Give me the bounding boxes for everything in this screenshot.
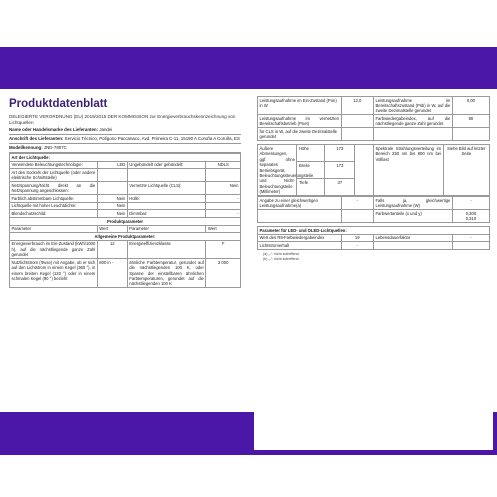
power-table xyxy=(257,96,490,141)
dimensions-table xyxy=(257,144,490,196)
table-row: Lichtstromerhalt - xyxy=(258,242,490,250)
section-heading: Allgemeine Produktparameter: xyxy=(10,233,241,241)
table-row: Art des Sockels der Lichtquelle (oder andere elektrische Schnittstelle) xyxy=(10,169,241,182)
table-row: Farbwertanteile (x und y) 0,300 0,310 xyxy=(258,210,490,223)
table-row: Breite 173 xyxy=(258,162,490,179)
supplier-value: Jandei xyxy=(99,127,113,132)
model-label: Modellkennung: xyxy=(9,145,43,150)
section-heading: Parameter für LED- und OLED-Lichtquellen: xyxy=(258,227,490,235)
table-row: Lichtquelle mit hoher Leuchtdichte: Nein xyxy=(10,202,241,210)
footnote: (b) „-“: nicht zutreffend. xyxy=(263,256,300,261)
led-params-table xyxy=(257,226,490,250)
address-line xyxy=(9,135,241,144)
table-row: Verwendete Beleuchtungstechnologie: LED Ungebündelt oder gebündelt: NDLS xyxy=(10,161,241,169)
address-label: Anschrift des Lieferanten: xyxy=(9,136,64,141)
table-row: Tiefe 37 xyxy=(258,179,490,196)
table-row: Nutzlichtstrom (Φuse) mit Angabe, ob er sich auf den Lichtstrom in einem Kegel (360 °), in einem breiten Kegel (120 °) oder in einem schmalen Kegel (90 °) bezieht 800 in - ähnliche Farbtemperatur, gerundet auf die nächstliegenden 100 K, oder Spanne der einstellbaren ähnlichen Farbtemperaturen, gerundet auf die nächstliegenden 100 K 3 000 xyxy=(10,259,241,288)
supplier-line xyxy=(9,126,241,135)
table-row: Angabe zu einer gleichwertigen Leistungsaufnahme(a) - Falls ja, gleichwertige Leistungsaufnahme (W) - xyxy=(258,197,490,210)
regulation-intro: DELEGIERTE VERORDNUNG (EU) 2019/2015 DER KOMMISSION zur Energieverbrauchskennzeichnung von Lichtquellen xyxy=(9,114,236,125)
equivalent-power-table xyxy=(257,196,490,223)
model-value: JND-7807C xyxy=(43,145,67,150)
table-row: Energieverbrauch im Ein-Zustand (kWh/1000 h), auf die nächstliegende ganze Zahl gerundet 12 Energieeffizienzklasse F xyxy=(10,240,241,258)
section-heading: Art der Lichtquelle: xyxy=(10,154,241,162)
light-source-table xyxy=(9,153,241,288)
supplier-label: Name oder Handelsmarke des Lieferanten: xyxy=(9,127,99,132)
spectral-label: Spektrale Strahlungsverteilung im Bereich 250 nm bis 800 nm bei Volllast xyxy=(373,145,443,196)
section-heading: Produktparameter xyxy=(10,217,241,225)
table-row: Wert des R9-Farbwiedergabeindex 19 Lebensdauerfaktor - xyxy=(258,234,490,242)
left-datasheet-page xyxy=(6,92,244,408)
footnote: (a) „-“: nicht zutreffend; xyxy=(263,252,300,257)
table-row: Blendschutzschild: Nein Dimmbar: - xyxy=(11,210,239,216)
table-row: Netzspannung/Nicht direkt an die Netzspannung angeschlossen: Vernetzte Lichtquelle (CLS): Nein xyxy=(11,182,239,194)
model-line xyxy=(9,144,241,153)
table-row: für CLS in W, auf die zweite Dezimalstelle gerundet xyxy=(258,128,490,141)
table-row: Farblich abstimmbare Lichtquelle: Nein Hülle: - xyxy=(11,195,239,201)
top-purple-band xyxy=(0,47,497,89)
address-value: Servicio Técnico, Polígono Paccanaco, Avd. Primeira C-11, 15190 A Coruña A Coruña, ES xyxy=(64,136,240,141)
page-title: Produktdatenblatt xyxy=(9,98,108,110)
table-row: Leistungsaufnahme im Ein-Zustand (Pon) in W 12,0 Leistungsaufnahme im Bereitschaftszustand (Psb) in W, auf die zweite Dezimalstelle gerundet 0,00 xyxy=(258,97,490,115)
dimensions-label: Äußere Abmessungen, ggf. ohne separates Betriebsgerät, Beleuchtungssteuerungsteile und Nicht-Beleuchtungsteile (Millimeter) xyxy=(259,146,314,195)
table-row: Äußere Abmessungen, ggf. ohne separates Betriebsgerät, Beleuchtungssteuerungsteile und Nicht-Beleuchtungsteile (Millimeter) Höhe 173 Spektrale Strahlungsverteilung im Bereich 250 nm bis 800 nm bei Volllast Siehe Bild auf letzter Seite xyxy=(258,145,490,162)
spectral-value: Siehe Bild auf letzter Seite xyxy=(443,145,489,196)
table-header-row: Parameter Wert Parameter Wert xyxy=(10,225,241,233)
right-datasheet-page xyxy=(254,92,493,450)
table-row: Leistungsaufnahme im vernetzten Bereitschaftsbetrieb (Pnet) Farbwiedergabeindex, auf die nächstliegende ganze Zahl gerundet 80 xyxy=(258,115,490,128)
